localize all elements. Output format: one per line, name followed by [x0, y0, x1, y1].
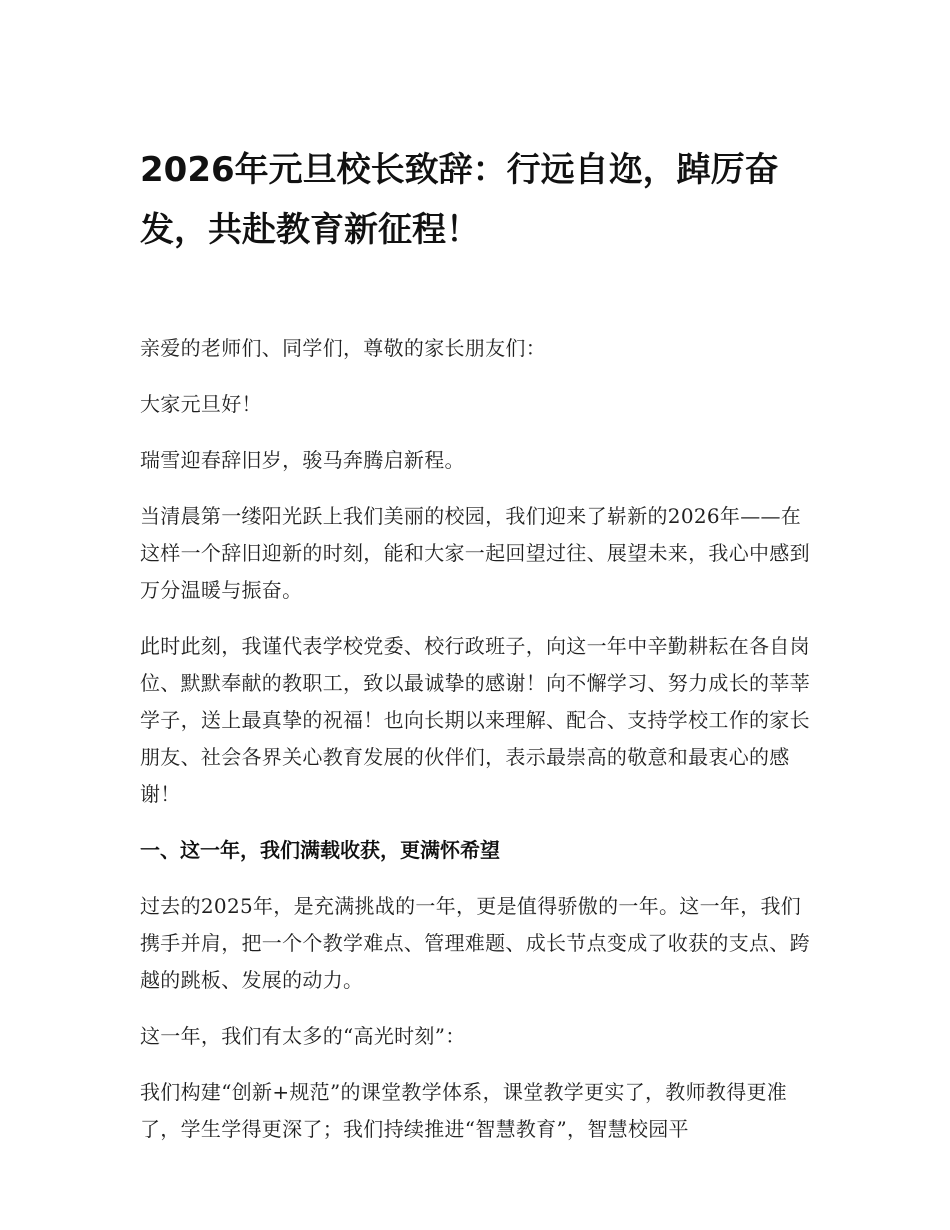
review-paragraph: 过去的2025年，是充满挑战的一年，更是值得骄傲的一年。这一年，我们携手并肩，把一个个教学难点、管理难题、成长节点变成了收获的支点、跨越的跳板、发展的动力。 [140, 894, 810, 992]
highlights-paragraph: 我们构建“创新+规范”的课堂教学体系，课堂教学更实了，教师教得更准了，学生学得更深了；我们持续推进“智慧教育”，智慧校园平 [140, 1080, 788, 1141]
document-body [140, 330, 810, 1167]
thanks-paragraph: 此时此刻，我谨代表学校党委、校行政班子，向这一年中辛勤耕耘在各自岗位、默默奉献的教职工，致以最诚挚的感谢！向不懈学习、努力成长的莘莘学子，送上最真挚的祝福！也向长期以来理解、配合、支持学校工作的家长朋友、社会各界关心教育发展的伙伴们，表示最崇高的敬意和最衷心的感谢！ [140, 634, 810, 806]
opening-verse-paragraph: 瑞雪迎春辞旧岁，骏马奔腾启新程。 [140, 448, 465, 472]
section-heading: 一、这一年，我们满载收获，更满怀希望 [140, 838, 500, 862]
new-year-greeting-paragraph: 大家元旦好！ [140, 392, 262, 416]
highlights-intro-paragraph: 这一年，我们有太多的“高光时刻”： [140, 1024, 466, 1048]
document-title: 2026年元旦校长致辞：行远自迩，踔厉奋发，共赴教育新征程！ [140, 150, 779, 250]
intro-paragraph: 当清晨第一缕阳光跃上我们美丽的校园，我们迎来了崭新的2026年——在这样一个辞旧迎新的时刻，能和大家一起回望过往、展望未来，我心中感到万分温暖与振奋。 [140, 504, 810, 602]
greeting-paragraph: 亲爱的老师们、同学们，尊敬的家长朋友们： [140, 336, 546, 360]
